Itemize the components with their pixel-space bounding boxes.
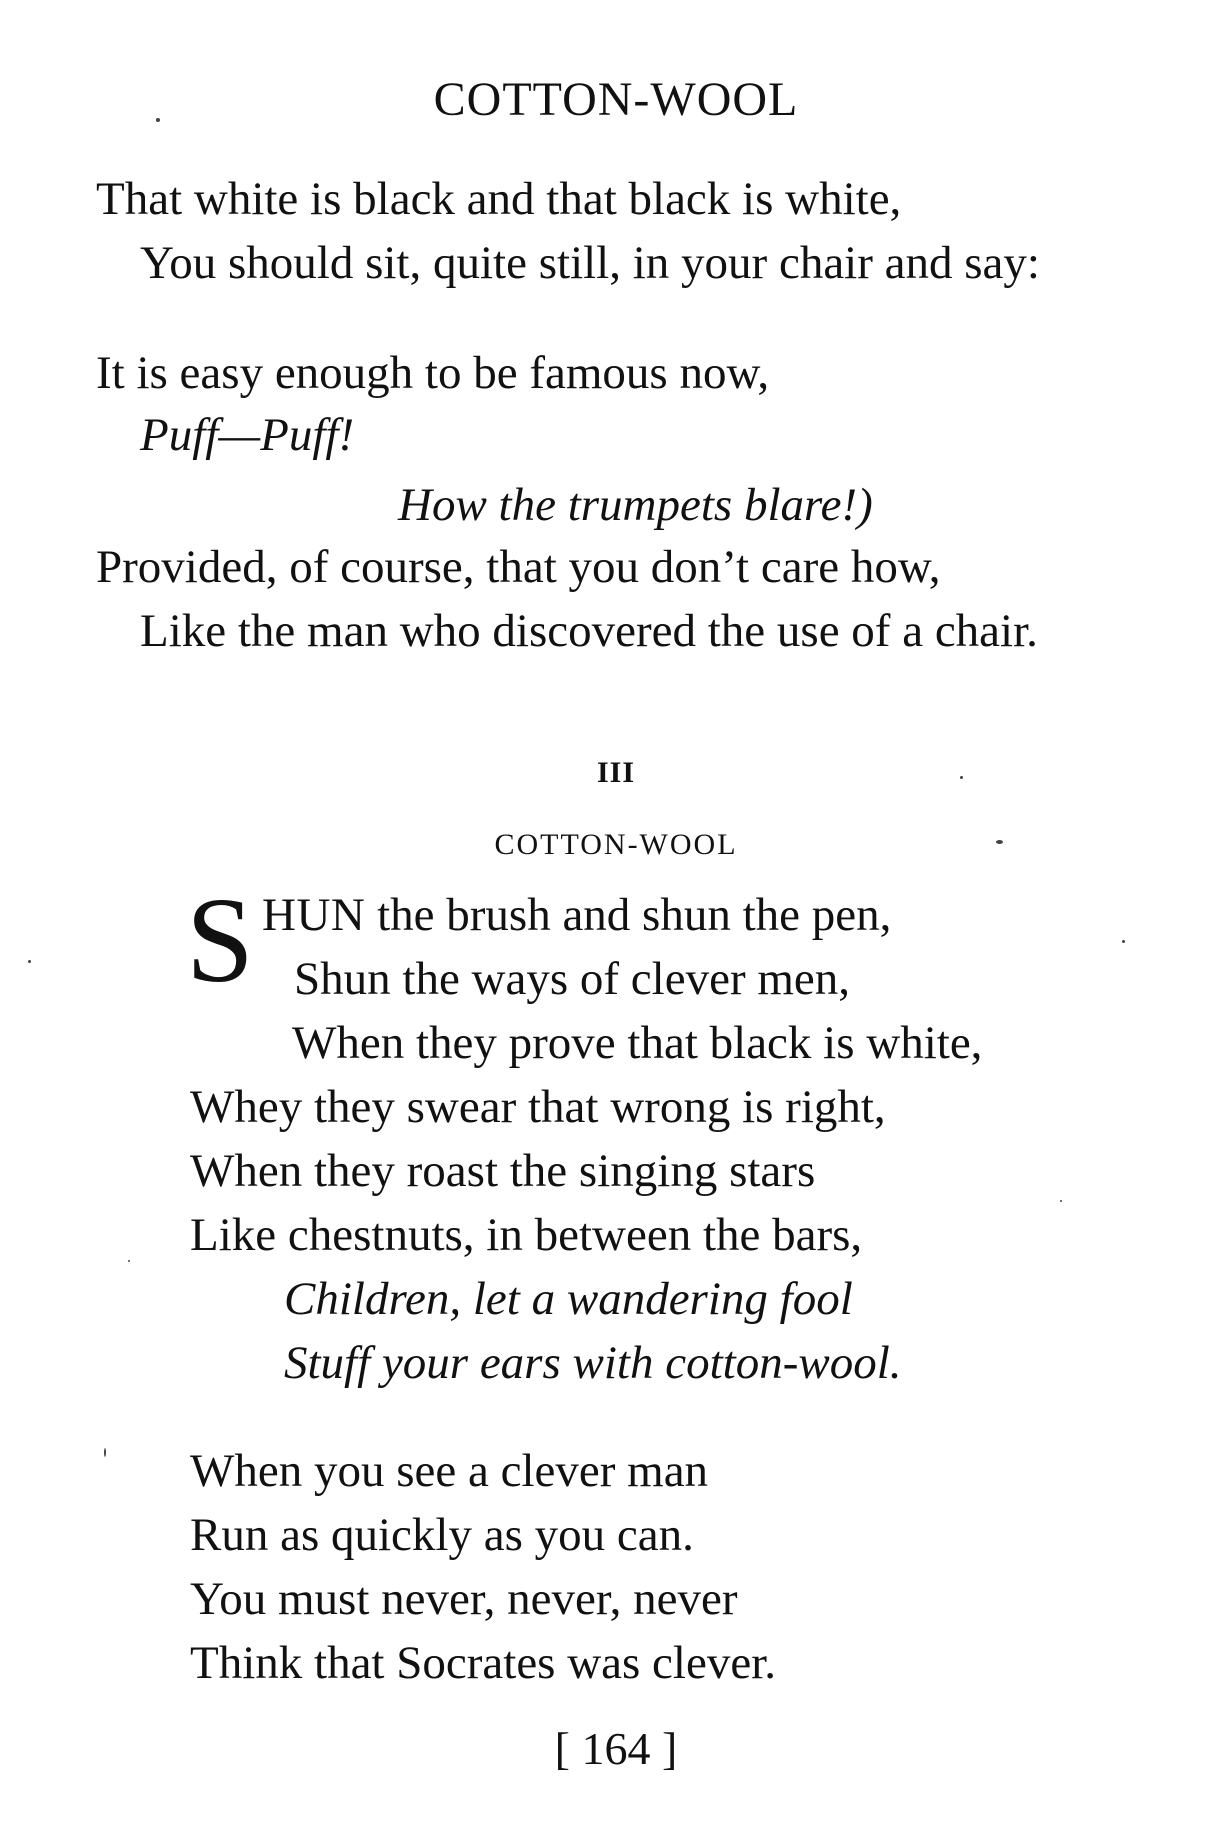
drop-cap: S: [186, 873, 254, 1008]
poem-line: Like chestnuts, in between the bars,: [190, 1209, 863, 1261]
poem-line: Think that Socrates was clever.: [190, 1637, 777, 1689]
running-head: COTTON-WOOL: [433, 73, 799, 126]
poem-first-line: [262, 889, 892, 941]
verse-line: You should sit, quite still, in your chair and say:: [140, 237, 1040, 289]
first-line-rest: the brush and shun the pen,: [365, 889, 892, 941]
scan-speck: [1060, 1200, 1062, 1202]
poem-line: Run as quickly as you can.: [190, 1509, 694, 1561]
verse-line-italic: Puff—Puff!: [140, 409, 355, 461]
scan-speck: [28, 960, 31, 963]
scan-speck: [996, 840, 1003, 844]
poem-line: When they roast the singing stars: [190, 1145, 816, 1197]
poem-line: Shun the ways of clever men,: [294, 953, 851, 1005]
section-title: COTTON-WOOL: [494, 828, 738, 861]
poem-line: You must never, never, never: [190, 1573, 738, 1625]
verse-line: Like the man who discovered the use of a chair.: [140, 605, 1038, 657]
poem-line: When you see a clever man: [190, 1445, 709, 1497]
page-number: [ 164 ]: [554, 1723, 678, 1774]
scan-speck: [128, 1260, 130, 1262]
scan-speck: [156, 118, 160, 122]
verse-line: It is easy enough to be famous now,: [96, 347, 770, 399]
scan-speck: [1122, 940, 1125, 943]
verse-line-italic: How the trumpets blare!): [398, 479, 873, 531]
poem-refrain-line: Stuff your ears with cotton-wool.: [284, 1337, 902, 1389]
poem-line: When they prove that black is white,: [292, 1017, 983, 1069]
section-number: III: [596, 756, 636, 789]
scan-speck: [960, 776, 963, 779]
verse-line: Provided, of course, that you don’t care how,: [96, 541, 941, 593]
poem-line: Whey they swear that wrong is right,: [190, 1081, 886, 1133]
scan-speck: [104, 1448, 106, 1457]
verse-line: That white is black and that black is white,: [96, 173, 902, 225]
poem-refrain-line: Children, let a wandering fool: [284, 1273, 853, 1325]
first-word-caps: HUN: [262, 889, 366, 941]
